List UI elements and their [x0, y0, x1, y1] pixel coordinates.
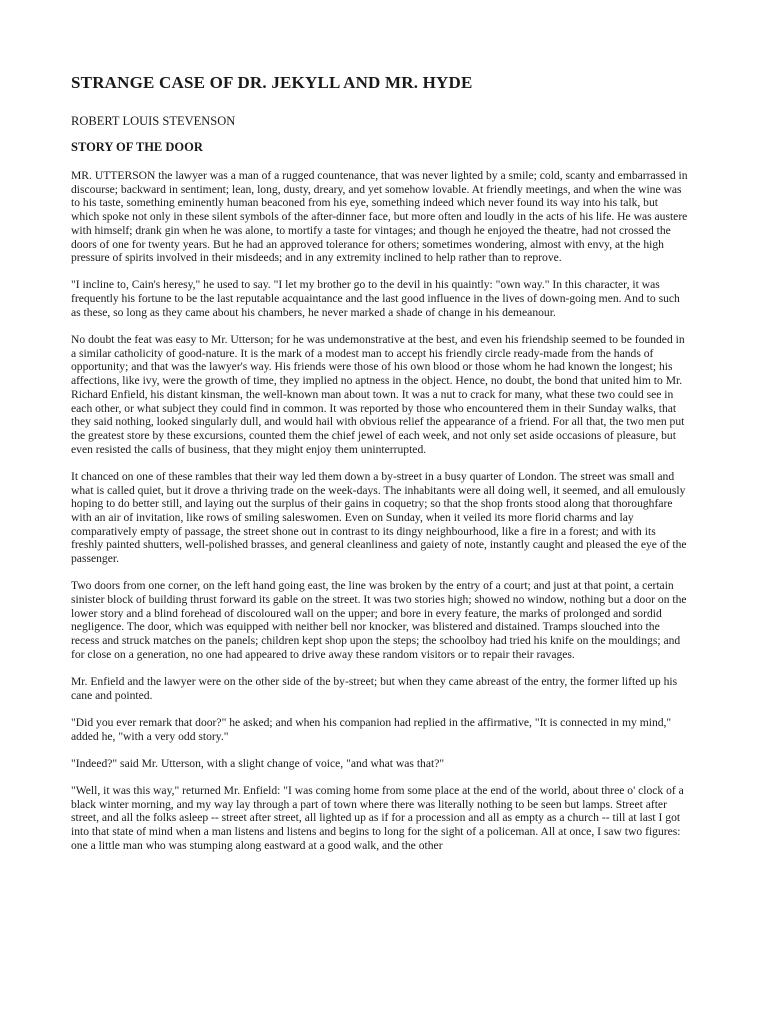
paragraph-4: It chanced on one of these rambles that their way led them down a by-street in a busy quarter of London. The street was small and what is called quiet, but it drove a thriving trade on the week-days. The inhabitants were all doing well, it seemed, and all emulously hoping to do better still, and laying out the surplus of their gains in coquetry; so that the shop fronts stood along that thoroughfare with an air of invitation, like rows of smiling saleswomen. Even on Sunday, when it veiled its more florid charms and lay comparatively empty of passage, the street shone out in contrast to its dingy neighbourhood, like a fire in a forest; and with its freshly painted shutters, well-polished brasses, and general cleanliness and gaiety of note, instantly caught and pleased the eye of the passenger. — [71, 469, 687, 566]
paragraph-5: Two doors from one corner, on the left hand going east, the line was broken by the entry of a court; and just at that point, a certain sinister block of building thrust forward its gable on the street. It was two stories high; showed no window, nothing but a door on the lower story and a blind forehead of discoloured wall on the upper; and bore in every feature, the marks of prolonged and sordid negligence. The door, which was equipped with neither bell nor knocker, was blistered and distained. Tramps slouched into the recess and struck matches on the panels; children kept shop upon the steps; the schoolboy had tried his knife on the mouldings; and for close on a generation, no one had appeared to drive away these random visitors or to repair their ravages. — [71, 579, 687, 661]
paragraph-9: "Well, it was this way," returned Mr. Enfield: "I was coming home from some place at the end of the world, about three o' clock of a black winter morning, and my way lay through a part of town where there was literally nothing to be seen but lamps. Street after street, and all the folks asleep -- street after street, all lighted up as if for a procession and all as empty as a church -- till at last I got into that state of mind when a man listens and listens and begins to long for the sight of a policeman. All at once, I saw two figures: one a little man who was stumping along eastward at a good walk, and the other — [71, 784, 684, 852]
paragraph-6: Mr. Enfield and the lawyer were on the other side of the by-street; but when they came abreast of the entry, the former lifted up his cane and pointed. — [71, 675, 678, 702]
paragraph-3: No doubt the feat was easy to Mr. Utterson; for he was undemonstrative at the best, and even his friendship seemed to be founded in a similar catholicity of good-nature. It is the mark of a modest man to accept his friendly circle ready-made from the hands of opportunity; and that was the lawyer's way. His friends were those of his own blood or those whom he had known the longest; his affections, like ivy, were the growth of time, they implied no aptness in the object. Hence, no doubt, the bond that united him to Mr. Richard Enfield, his distant kinsman, the well-known man about town. It was a nut to crack for many, what these two could see in each other, or what subject they could find in common. It was reported by those who encountered them in their Sunday walks, that they said nothing, looked singularly dull, and would hail with obvious relief the appearance of a friend. For all that, the two men put the greatest store by these excursions, counted them the chief jewel of each week, and not only set aside occasions of pleasure, but even resisted the calls of business, that they might enjoy them uninterrupted. — [71, 333, 685, 456]
body-text — [71, 169, 689, 853]
paragraph-1: MR. UTTERSON the lawyer was a man of a rugged countenance, that was never lighted by a smile; cold, scanty and embarrassed in discourse; backward in sentiment; lean, long, dusty, dreary, and yet somehow lovable. At friendly meetings, and when the wine was to his taste, something eminently human beaconed from his eye, something indeed which never found its way into his talk, but which spoke not only in these silent symbols of the after-dinner face, but more often and loudly in the acts of his life. He was austere with himself; drank gin when he was alone, to mortify a taste for vintages; and though he enjoyed the theatre, had not crossed the doors of one for twenty years. But he had an approved tolerance for others; sometimes wondering, almost with envy, at the high pressure of spirits involved in their misdeeds; and in any extremity inclined to help rather than to reprove. — [71, 169, 688, 265]
paragraph-8: "Indeed?" said Mr. Utterson, with a slight change of voice, "and what was that?" — [71, 756, 445, 770]
author-name: ROBERT LOUIS STEVENSON — [71, 114, 236, 128]
document-page — [71, 72, 689, 866]
book-title: STRANGE CASE OF DR. JEKYLL AND MR. HYDE — [71, 73, 473, 92]
chapter-heading: STORY OF THE DOOR — [71, 140, 203, 154]
paragraph-2: "I incline to, Cain's heresy," he used to say. "I let my brother go to the devil in his quaintly: "own way." In this character, it was frequently his fortune to be the last reputable acquaintance and the last good influence in the lives of down-going men. And to such as these, so long as they came about his chambers, he never marked a shade of change in his demeanour. — [71, 278, 680, 319]
paragraph-7: "Did you ever remark that door?" he asked; and when his companion had replied in the affirmative, "It is connected in my mind," added he, "with a very odd story." — [71, 715, 672, 743]
